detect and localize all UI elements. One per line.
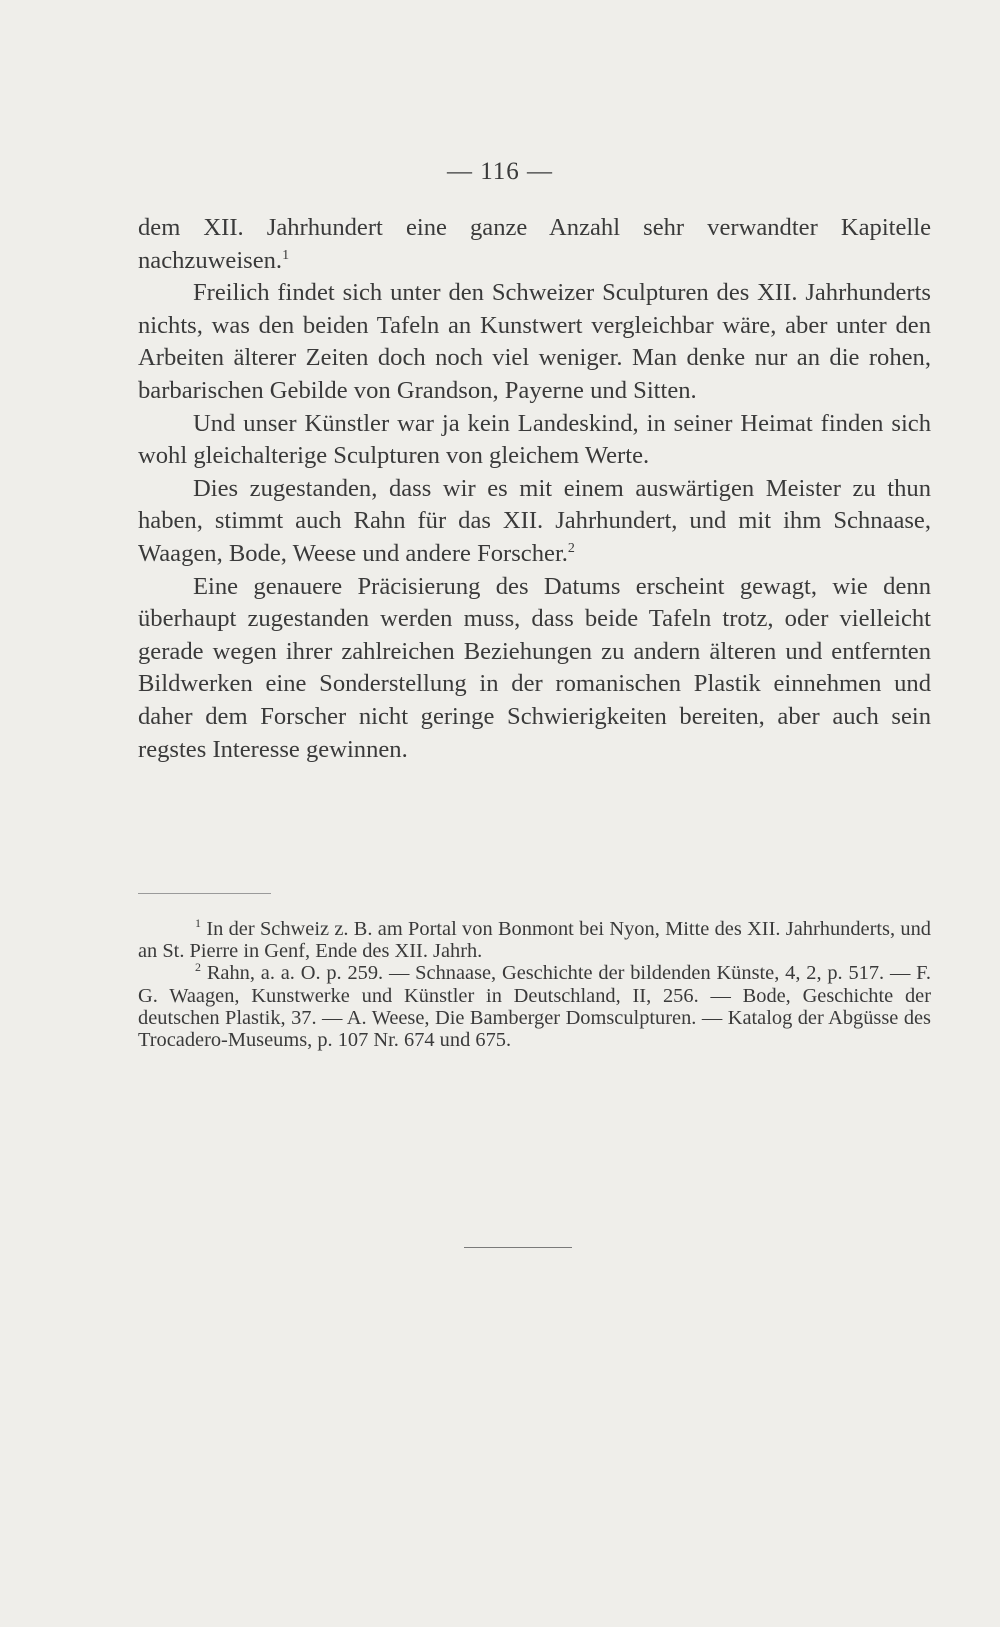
paragraph-text: Freilich findet sich unter den Schweizer Sculpturen des XII. Jahrhunderts nichts, was den beiden Tafeln an Kunstwert vergleichbar wäre, aber unter den Arbeiten älterer Zeiten doch noch viel weniger. Man denke nur an die rohen, barbarischen Gebilde von Grandson, Payerne und Sitten.: [138, 279, 931, 404]
paragraph-text: Dies zugestanden, dass wir es mit einem auswärtigen Meister zu thun haben, stimmt auch Rahn für das XII. Jahrhundert, und mit ihm Schnaase, Waagen, Bode, Weese und andere Forscher.: [138, 474, 931, 567]
footnote-marker: 2: [195, 960, 201, 975]
paragraph-5: [138, 571, 931, 767]
end-rule: [464, 1247, 572, 1248]
footnote-2: [138, 962, 931, 1051]
footnote-marker: 1: [195, 916, 201, 931]
footnote-text: Rahn, a. a. O. p. 259. — Schnaase, Geschichte der bildenden Künste, 4, 2, p. 517. — F. G. Waagen, Kunstwerke und Künstler in Deutschland, II, 256. — Bode, Geschichte der deutschen Plastik, 37. — A. Weese, Die Bamberger Domsculpturen. — Katalog der Abgüsse des Trocadero-Museums, p. 107 Nr. 674 und 675.: [138, 962, 931, 1052]
main-text: [138, 212, 931, 766]
footnotes: [138, 918, 931, 1051]
page-number: — 116 —: [446, 158, 554, 185]
paragraph-2: [138, 277, 931, 407]
footnote-1: [138, 918, 931, 962]
footnote-reference: 1: [282, 247, 290, 263]
paragraph-3: [138, 408, 931, 473]
paragraph-text: dem XII. Jahrhundert eine ganze Anzahl sehr verwandter Kapitelle nachzuweisen.: [138, 214, 931, 274]
paragraph-4: [138, 473, 931, 571]
footnote-text: In der Schweiz z. B. am Portal von Bonmont bei Nyon, Mitte des XII. Jahrhunderts, und an St. Pierre in Genf, Ende des XII. Jahrh.: [138, 918, 931, 963]
footnote-reference: 2: [567, 540, 575, 556]
paragraph-text: Eine genauere Präcisierung des Datums erscheint gewagt, wie denn überhaupt zugestanden werden muss, dass beide Tafeln trotz, oder vielleicht gerade wegen ihrer zahlreichen Beziehungen zu andern älteren und entfernten Bildwerken eine Sonderstellung in der romanischen Plastik einnehmen und daher dem Forscher nicht geringe Schwierigkeiten bereiten, aber auch sein regstes Interesse gewinnen.: [138, 572, 931, 763]
paragraph-1: [138, 212, 931, 277]
footnote-separator: [138, 893, 271, 894]
paragraph-text: Und unser Künstler war ja kein Landeskind, in seiner Heimat finden sich wohl gleichalterige Sculpturen von gleichem Werte.: [138, 409, 931, 470]
